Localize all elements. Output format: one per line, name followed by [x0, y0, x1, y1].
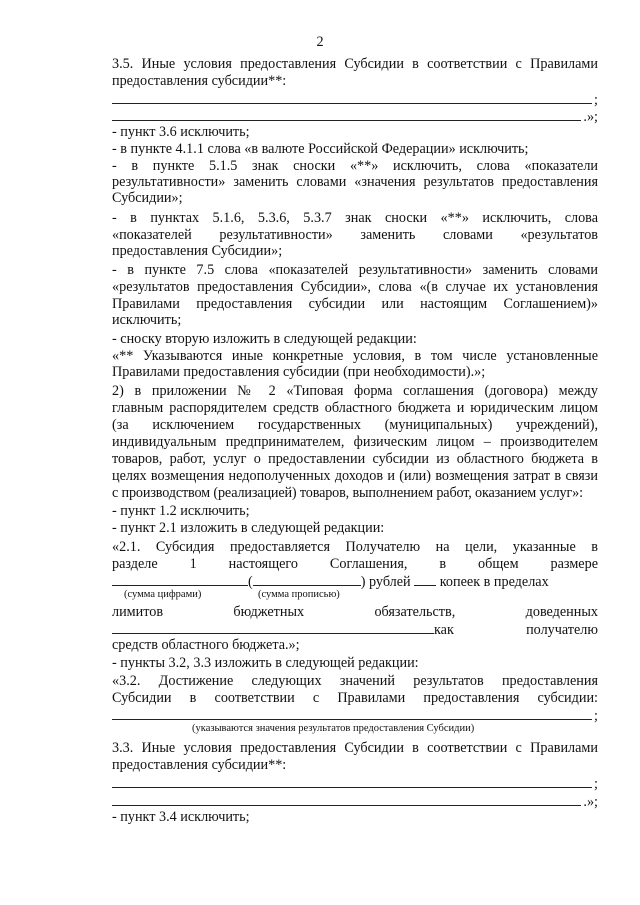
text-line: предоставления субсидии**: — [112, 757, 287, 773]
line-ending: ; — [594, 708, 598, 724]
text-line: Субсидии»; — [112, 190, 183, 206]
blank-line — [112, 775, 598, 792]
text-line: товаров, работ, услуг о предоставлении субсидии из областного бюджета в — [112, 451, 598, 467]
text-line: средств областного бюджета.»; — [112, 637, 300, 653]
blank-field — [112, 775, 592, 788]
text-line: - пункт 3.4 исключить; — [112, 809, 250, 825]
text-line: - в пункте 7.5 слова «показателей результативности» заменить словами — [112, 262, 598, 278]
text-line: - в пункте 5.1.5 знак сноски «**» исключить, слова «показатели — [112, 158, 598, 174]
rubles-text: ) рублей — [360, 574, 411, 590]
amount-words-field — [253, 573, 361, 586]
text-line: - в пунктах 5.1.6, 5.3.6, 5.3.7 знак сноски «**» исключить, слова — [112, 210, 598, 226]
caption-results: (указываются значения результатов предоставления Субсидии) — [192, 723, 475, 734]
text-line: - сноску вторую изложить в следующей редакции: — [112, 331, 417, 347]
blank-field — [112, 108, 581, 121]
blank-line — [112, 91, 598, 108]
text-line: (за исключением государственных (муниципальных) учреждений), — [112, 417, 598, 433]
page-number: 2 — [316, 34, 324, 50]
paren-open: ( — [248, 574, 253, 590]
text-line: главным распорядителем средств областного бюджета и юридическим лицом — [112, 400, 598, 416]
blank-line — [112, 621, 598, 638]
text-line: «показателей результативности» заменить словами «результатов — [112, 227, 598, 243]
text-line: 2) в приложении № 2 «Типовая форма соглашения (договора) между — [112, 383, 598, 399]
blank-field — [112, 621, 434, 634]
text-line: - в пункте 4.1.1 слова «в валюте Российской Федерации» исключить; — [112, 141, 529, 157]
text-line: Субсидии в соответствии с Правилами предоставления субсидии: — [112, 690, 598, 706]
blank-field — [112, 707, 592, 720]
text-line: с производством (реализацией) товаров, выполнением работ, оказанием услуг»: — [112, 485, 583, 501]
text-line: результативности» заменить словами «значения результатов предоставления — [112, 174, 598, 190]
text-line: - пункт 1.2 исключить; — [112, 503, 250, 519]
text-line: - пункт 3.6 исключить; — [112, 124, 250, 140]
line-ending: .»; — [583, 794, 598, 810]
text-line: лимитов бюджетных обязательств, доведенных — [112, 604, 598, 620]
text-line: предоставления Субсидии»; — [112, 243, 283, 259]
text-line: - пункт 2.1 изложить в следующей редакции: — [112, 520, 385, 536]
line-ending: ; — [594, 92, 598, 108]
blank-field — [112, 793, 581, 806]
line-ending: .»; — [583, 109, 598, 125]
text-line: 3.5. Иные условия предоставления Субсидии в соответствии с Правилами — [112, 56, 598, 72]
text-line: «2.1. Субсидия предоставляется Получателю на цели, указанные в — [112, 539, 598, 555]
text-line: Правилами предоставления субсидии или настоящим Соглашением)» — [112, 296, 598, 312]
text-line: разделе 1 настоящего Соглашения, в общем размере — [112, 556, 598, 572]
line-ending: ; — [594, 776, 598, 792]
text-line: 3.3. Иные условия предоставления Субсидии в соответствии с Правилами — [112, 740, 598, 756]
kopecks-text: копеек в пределах — [439, 574, 549, 590]
amount-line — [112, 573, 598, 590]
blank-line — [112, 793, 598, 810]
text-line: исключить; — [112, 312, 182, 328]
blank-line — [112, 108, 598, 125]
text-line: Правилами предоставления субсидии (при необходимости).»; — [112, 364, 486, 380]
text-line: «результатов предоставления Субсидии», слова «(в случае их установления — [112, 279, 598, 295]
text-line: «** Указываются иные конкретные условия, в том числе установленные — [112, 348, 598, 364]
caption-digits: (сумма цифрами) — [124, 589, 202, 600]
text-line: - пункты 3.2, 3.3 изложить в следующей редакции: — [112, 655, 419, 671]
blank-field — [112, 91, 592, 104]
caption-words: (сумма прописью) — [258, 589, 340, 600]
amount-digits-field — [112, 573, 248, 586]
text-line: целях возмещения недополученных доходов и (или) возмещения затрат в связи — [112, 468, 598, 484]
blank-line — [112, 707, 598, 724]
text-fragment: как получателю — [434, 622, 598, 638]
text-line: «3.2. Достижение следующих значений результатов предоставления — [112, 673, 598, 689]
text-line: предоставления субсидии**: — [112, 73, 287, 89]
text-line: индивидуальным предпринимателем, физическим лицом – производителем — [112, 434, 598, 450]
kopecks-field — [414, 573, 436, 586]
